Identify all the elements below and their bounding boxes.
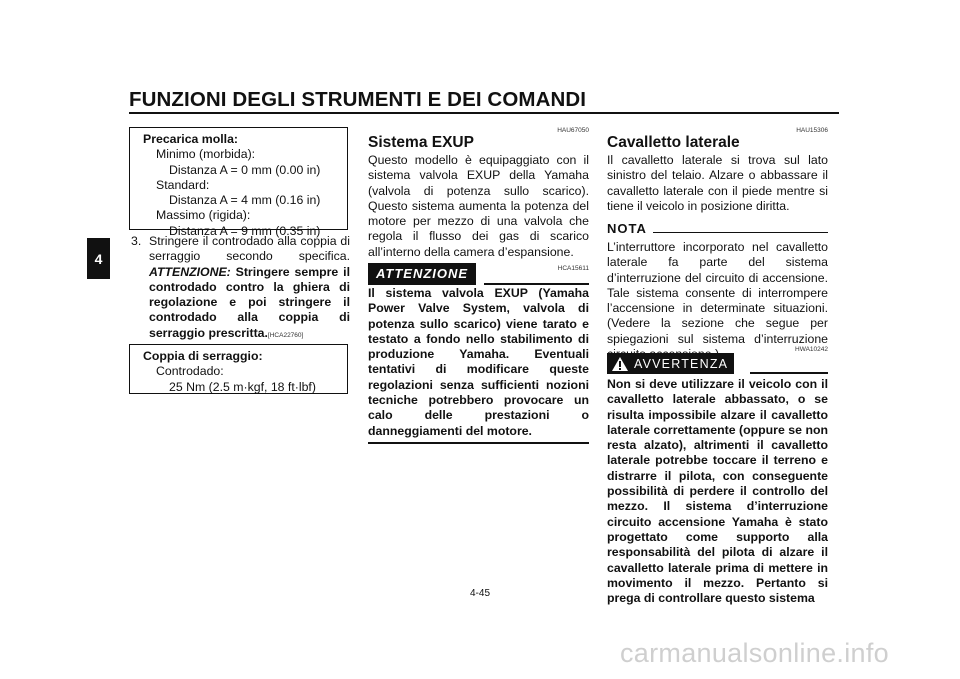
page-number: 4-45 (470, 588, 491, 599)
preload-spec-line: Distanza A = 9 mm (0.35 in) (169, 223, 321, 238)
doc-code: [HCA22760] (267, 331, 304, 339)
warning-label: AVVERTENZA (634, 356, 729, 371)
section-code-right: HAU15306 (796, 127, 828, 134)
step-3-text: Stringere il controdado alla coppia di serraggio secondo specifica. (149, 234, 350, 264)
section-title-sidestand: Cavalletto laterale (607, 134, 740, 151)
preload-spec-box (129, 127, 348, 238)
torque-spec-title: Coppia di serraggio: (143, 349, 263, 363)
torque-spec-box (129, 344, 348, 394)
header-divider (129, 112, 839, 114)
preload-spec-line: Distanza A = 0 mm (0.00 in) (169, 162, 321, 177)
caution-end-rule (368, 442, 589, 444)
step-3 (129, 234, 350, 343)
warning-text: Non si deve utilizzare il veicolo con il cavalletto laterale abbassato, o se risulta impossibile alzare il cavalletto laterale correttamente (oppure se non resta alzato), altrimenti il cavalletto laterale potrebbe toccare il terreno e distrarre il pilota, con conseguente possibilità di perdere il controllo del mezzo. Il sistema d’interruzione circuito accensione Yamaha è stato progettato come supporto alla responsabilità del pilota di alzare il cavalletto laterale prima di mettere in movimento il mezzo. Pertanto si prega di controllare questo sistema (607, 377, 828, 606)
torque-spec-line: Controdado: (156, 364, 224, 379)
preload-spec-title: Precarica molla: (143, 132, 239, 146)
note-header (607, 221, 828, 236)
note-rule (653, 232, 828, 233)
watermark: carmanualsonline.info (620, 638, 889, 668)
preload-spec-line: Distanza A = 4 mm (0.16 in) (169, 193, 321, 208)
caution-block (368, 263, 589, 444)
warning-badge (607, 353, 734, 374)
preload-spec-line: Massimo (rigida): (156, 208, 251, 223)
attention-inline-text: Stringere sempre il controdado contro la ghiera di regolazione e poi stringere il controdado alla coppia di serraggio prescritta. (149, 264, 350, 340)
caution-code: HCA15611 (557, 265, 589, 272)
warning-code: HWA10242 (795, 346, 828, 353)
exup-body: Questo modello è equipaggiato con il sistema valvola EXUP della Yamaha (valvola di potenza sullo scarico). Questo sistema aumenta la potenza del motore per mezzo di una valvola che regola il flusso dei gas di scarico all’interno della camera d’espansione. (368, 153, 589, 259)
warning-rule (750, 372, 828, 374)
sidestand-body: Il cavalletto laterale si trova sul lato sinistro del telaio. Alzare o abbassare il cavalletto laterale con il piede mentre si tiene il veicolo in posizione diritta. (607, 153, 828, 213)
note-label: NOTA (607, 221, 647, 236)
section-title-exup: Sistema EXUP (368, 134, 474, 151)
attention-inline-label: ATTENZIONE: (149, 264, 231, 279)
chapter-tab: 4 (87, 238, 110, 279)
page-header-title: FUNZIONI DEGLI STRUMENTI E DEI COMANDI (129, 88, 587, 111)
warning-header (607, 353, 828, 374)
preload-spec-line: Minimo (morbida): (156, 147, 256, 162)
section-code: HAU67050 (557, 127, 589, 134)
warning-triangle-icon (611, 356, 629, 372)
step-number: 3. (131, 234, 142, 248)
caution-text: Il sistema valvola EXUP (Yamaha Power Valve System, valvola di potenza sullo scarico) viene tarato e testato a fondo nello stabilimento di produzione Yamaha. Eventuali tentativi di modificare queste regolazioni senza sufficienti nozioni tecniche potrebbero provocare un calo delle prestazioni o danneggiamenti del motore. (368, 286, 589, 438)
note-text: L’interruttore incorporato nel cavalletto laterale fa parte del sistema d’interruzione del circuito di accensione. Tale sistema consente di interrompere l’accensione in determinate situazioni. (Vedere la sezione che segue per spiegazioni sul sistema d’interruzione (607, 240, 828, 346)
caution-label: ATTENZIONE (368, 263, 476, 285)
preload-spec-line: Standard: (156, 177, 210, 192)
caution-rule (484, 283, 589, 285)
torque-spec-line: 25 Nm (2.5 m·kgf, 18 ft·lbf) (169, 379, 316, 394)
